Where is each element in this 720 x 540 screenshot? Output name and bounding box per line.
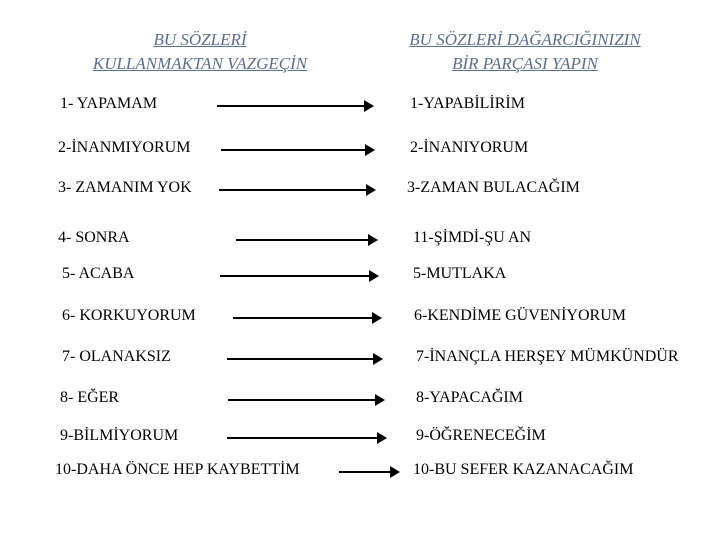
phrase-to-avoid: 3- ZAMANIM YOK (58, 179, 192, 196)
right-column-heading (370, 28, 680, 76)
phrase-to-adopt: 1-YAPABİLİRİM (410, 95, 525, 112)
right-heading-line-2: BİR PARÇASI YAPIN (452, 54, 598, 73)
arrowhead-icon (377, 432, 387, 444)
left-heading-line-1: BU SÖZLERİ (153, 30, 247, 49)
arrowhead-icon (365, 144, 375, 156)
left-column-heading (55, 28, 345, 76)
right-arrow-icon (217, 105, 365, 107)
phrase-to-avoid: 1- YAPAMAM (60, 95, 158, 112)
phrase-to-avoid: 7- OLANAKSIZ (62, 348, 171, 365)
arrowhead-icon (375, 394, 385, 406)
right-heading-line-1: BU SÖZLERİ DAĞARCIĞINIZIN (409, 30, 641, 49)
right-arrow-icon (221, 149, 366, 151)
arrowhead-icon (368, 234, 378, 246)
arrowhead-icon (369, 270, 379, 282)
phrase-to-adopt: 5-MUTLAKA (413, 265, 507, 282)
phrase-to-avoid: 9-BİLMİYORUM (60, 427, 179, 444)
right-arrow-icon (219, 189, 367, 191)
arrowhead-icon (373, 353, 383, 365)
phrase-to-adopt: 9-ÖĞRENECEĞİM (416, 427, 546, 444)
arrowhead-icon (390, 466, 400, 478)
arrowhead-icon (372, 312, 382, 324)
arrowhead-icon (366, 184, 376, 196)
right-arrow-icon (233, 317, 373, 319)
phrase-to-avoid: 2-İNANMIYORUM (58, 139, 191, 156)
phrase-to-avoid: 8- EĞER (60, 389, 120, 406)
phrase-to-adopt: 6-KENDİME GÜVENİYORUM (414, 307, 626, 324)
right-arrow-icon (236, 239, 369, 241)
right-arrow-icon (339, 471, 391, 473)
phrase-to-adopt: 11-ŞİMDİ-ŞU AN (413, 229, 532, 246)
phrase-to-adopt: 2-İNANIYORUM (410, 139, 529, 156)
right-arrow-icon (228, 399, 376, 401)
phrase-to-avoid: 4- SONRA (58, 229, 130, 246)
phrase-to-avoid: 10-DAHA ÖNCE HEP KAYBETTİM (55, 461, 300, 478)
left-heading-line-2: KULLANMAKTAN VAZGEÇİN (92, 54, 308, 73)
phrase-to-avoid: 5- ACABA (62, 265, 135, 282)
phrase-to-adopt: 8-YAPACAĞIM (416, 389, 523, 406)
phrase-to-adopt: 10-BU SEFER KAZANACAĞIM (413, 461, 634, 478)
phrase-to-adopt: 7-İNANÇLA HERŞEY MÜMKÜNDÜR (416, 348, 679, 365)
phrase-to-adopt: 3-ZAMAN BULACAĞIM (407, 179, 580, 196)
phrase-to-avoid: 6- KORKUYORUM (62, 307, 196, 324)
right-arrow-icon (220, 275, 370, 277)
right-arrow-icon (227, 437, 378, 439)
arrowhead-icon (364, 100, 374, 112)
right-arrow-icon (227, 358, 374, 360)
